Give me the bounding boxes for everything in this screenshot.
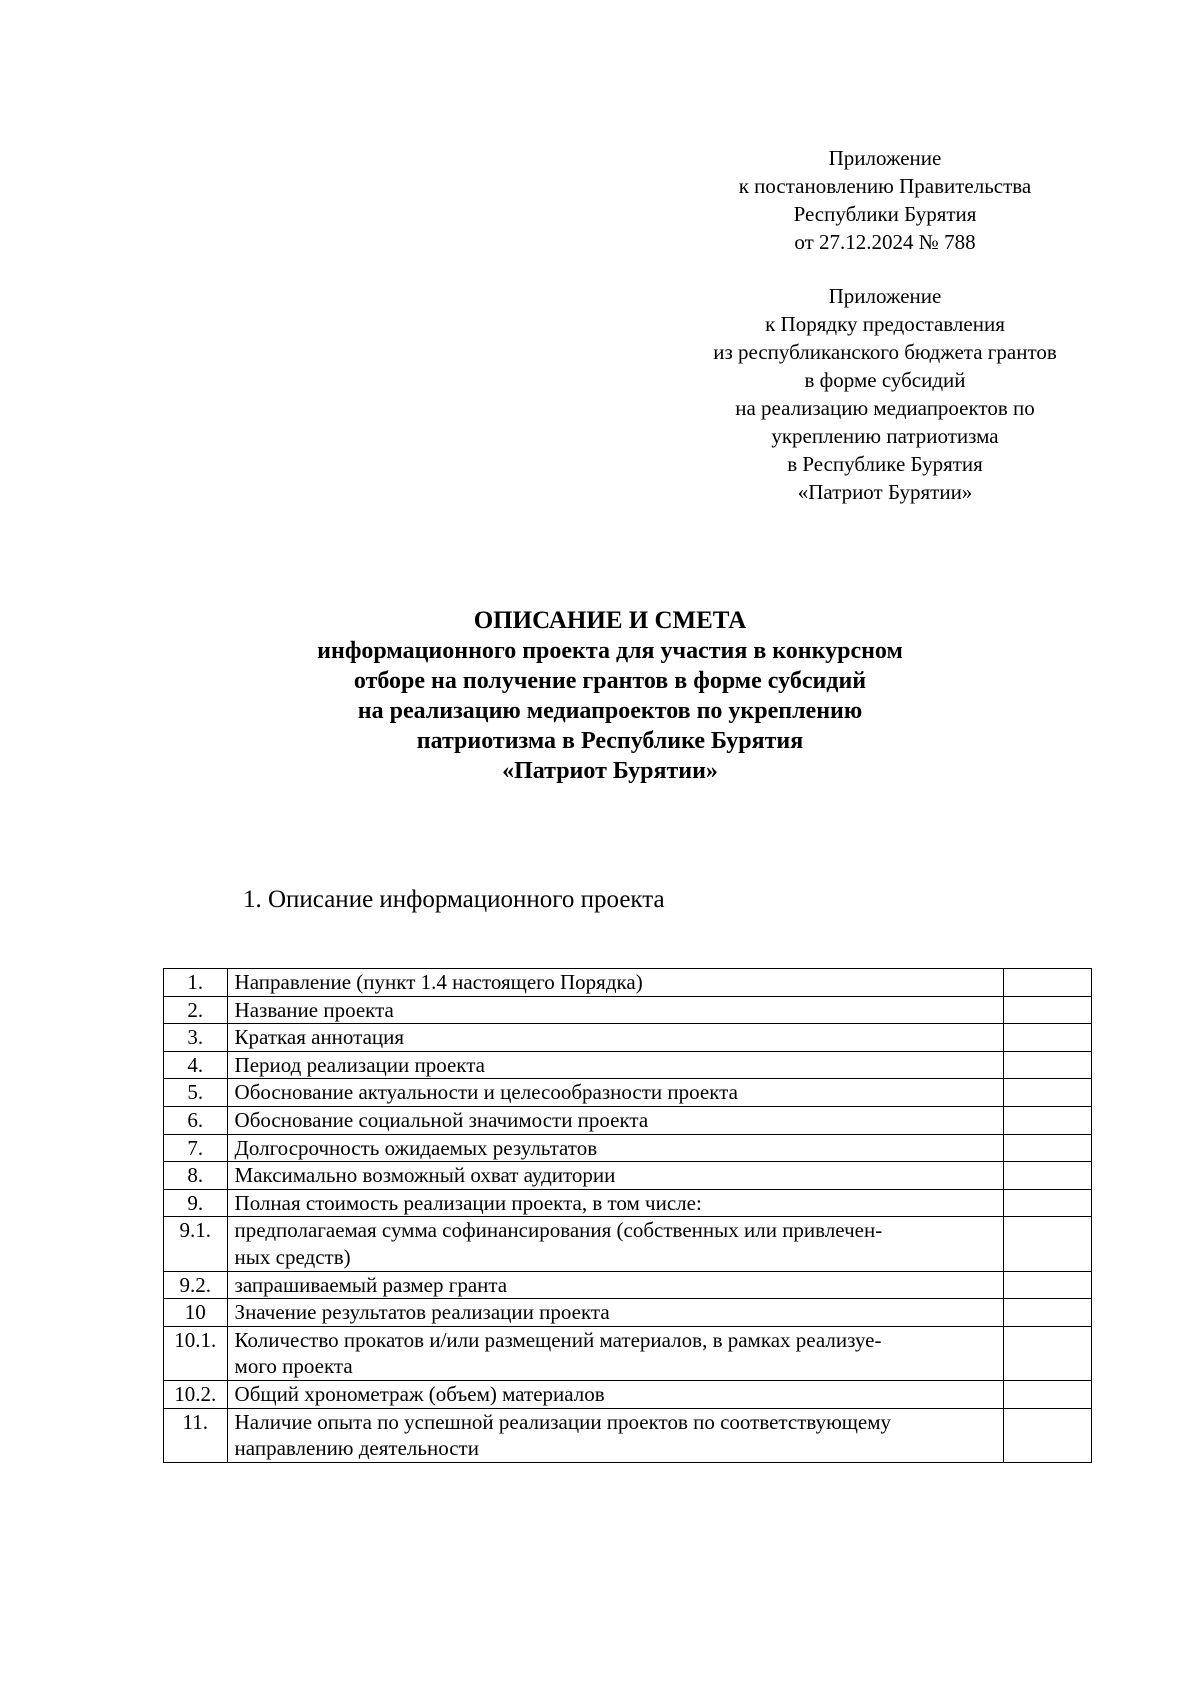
row-value-cell[interactable]	[1004, 969, 1092, 997]
row-number: 8.	[164, 1162, 228, 1190]
row-number: 9.2.	[164, 1271, 228, 1299]
row-number: 10.1.	[164, 1326, 228, 1380]
row-value-cell[interactable]	[1004, 1299, 1092, 1327]
row-number: 3.	[164, 1024, 228, 1052]
row-description: запрашиваемый размер гранта	[227, 1271, 1004, 1299]
table-row	[164, 1217, 1092, 1271]
appendix-line: к Порядку предоставления	[765, 312, 1005, 336]
document-title-line: отборе на получение грантов в форме субсидий	[353, 668, 867, 694]
table-row	[164, 1326, 1092, 1380]
row-description: Обоснование актуальности и целесообразности проекта	[227, 1079, 1004, 1107]
table-row	[164, 1024, 1092, 1052]
row-number: 7.	[164, 1134, 228, 1162]
row-number: 9.	[164, 1189, 228, 1217]
row-value-cell[interactable]	[1004, 1408, 1092, 1462]
row-value-cell[interactable]	[1004, 1079, 1092, 1107]
row-value-cell[interactable]	[1004, 1217, 1092, 1271]
table-row	[164, 1051, 1092, 1079]
row-description: Количество прокатов и/или размещений материалов, в рамках реализуе- мого проекта	[227, 1326, 1004, 1380]
row-number: 6.	[164, 1106, 228, 1134]
table-row	[164, 1380, 1092, 1408]
row-description: Период реализации проекта	[227, 1051, 1004, 1079]
appendix-line: укреплению патриотизма	[771, 424, 999, 448]
row-value-cell[interactable]	[1004, 1106, 1092, 1134]
table-row	[164, 1079, 1092, 1107]
row-number: 5.	[164, 1079, 228, 1107]
table-row	[164, 1408, 1092, 1462]
table-row	[164, 1106, 1092, 1134]
document-title-line: «Патриот Бурятии»	[502, 758, 718, 784]
table-row	[164, 996, 1092, 1024]
appendix-line: в форме субсидий	[804, 368, 966, 392]
appendix-line: Приложение	[828, 146, 942, 170]
row-number: 11.	[164, 1408, 228, 1462]
project-description-table	[163, 968, 1092, 1463]
appendix-line: Республики Бурятия	[793, 202, 977, 226]
row-description: Значение результатов реализации проекта	[227, 1299, 1004, 1327]
table-row	[164, 969, 1092, 997]
appendix-line: Приложение	[828, 284, 942, 308]
row-value-cell[interactable]	[1004, 1162, 1092, 1190]
appendix-line: к постановлению Правительства	[738, 174, 1032, 198]
row-value-cell[interactable]	[1004, 1024, 1092, 1052]
row-description: Направление (пункт 1.4 настоящего Порядка)	[227, 969, 1004, 997]
row-value-cell[interactable]	[1004, 1326, 1092, 1380]
section-heading: 1. Описание информационного проекта	[243, 886, 665, 913]
document-title-main: ОПИСАНИЕ И СМЕТА	[473, 607, 747, 634]
appendix-line: из республиканского бюджета грантов	[713, 340, 1057, 364]
appendix-procedure	[660, 282, 1110, 506]
appendix-line: на реализацию медиапроектов по	[735, 396, 1035, 420]
row-description: Краткая аннотация	[227, 1024, 1004, 1052]
row-description: Максимально возможный охват аудитории	[227, 1162, 1004, 1190]
document-title-line: информационного проекта для участия в конкурсном	[317, 638, 903, 664]
row-value-cell[interactable]	[1004, 1189, 1092, 1217]
row-description: Наличие опыта по успешной реализации проектов по соответствующему направлению деятельности	[227, 1408, 1004, 1462]
row-description: Обоснование социальной значимости проекта	[227, 1106, 1004, 1134]
appendix-line: от 27.12.2024 № 788	[794, 230, 976, 254]
row-number: 2.	[164, 996, 228, 1024]
appendix-line: «Патриот Бурятии»	[797, 480, 973, 504]
row-value-cell[interactable]	[1004, 1051, 1092, 1079]
appendix-line: в Республике Бурятия	[787, 452, 983, 476]
row-number: 10	[164, 1299, 228, 1327]
row-value-cell[interactable]	[1004, 1134, 1092, 1162]
row-number: 9.1.	[164, 1217, 228, 1271]
row-number: 1.	[164, 969, 228, 997]
table-row	[164, 1189, 1092, 1217]
row-number: 10.2.	[164, 1380, 228, 1408]
row-description: Название проекта	[227, 996, 1004, 1024]
row-description: Полная стоимость реализации проекта, в том числе:	[227, 1189, 1004, 1217]
table-row	[164, 1134, 1092, 1162]
table-row	[164, 1299, 1092, 1327]
row-number: 4.	[164, 1051, 228, 1079]
row-description: Общий хронометраж (объем) материалов	[227, 1380, 1004, 1408]
document-title-line: на реализацию медиапроектов по укреплению	[357, 698, 863, 724]
row-description: Долгосрочность ожидаемых результатов	[227, 1134, 1004, 1162]
row-description: предполагаемая сумма софинансирования (собственных или привлечен- ных средств)	[227, 1217, 1004, 1271]
row-value-cell[interactable]	[1004, 1380, 1092, 1408]
row-value-cell[interactable]	[1004, 996, 1092, 1024]
row-value-cell[interactable]	[1004, 1271, 1092, 1299]
appendix-government-resolution	[660, 144, 1110, 256]
document-title-line: патриотизма в Республике Бурятия	[416, 728, 804, 754]
document-title	[160, 606, 1060, 786]
table-row	[164, 1162, 1092, 1190]
table-row	[164, 1271, 1092, 1299]
